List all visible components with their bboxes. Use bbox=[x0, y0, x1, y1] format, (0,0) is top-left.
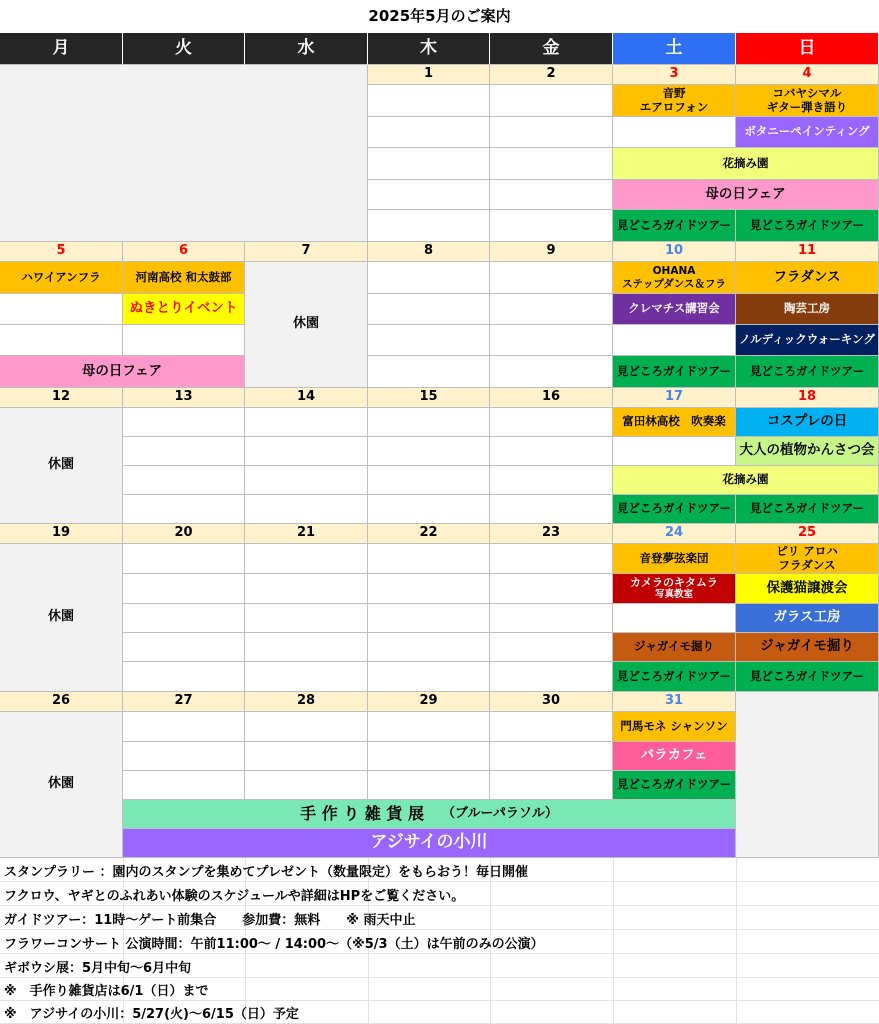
weekday-header-6: 日 bbox=[736, 33, 879, 65]
day-slot bbox=[368, 294, 490, 325]
closed-day: 休園 bbox=[0, 544, 123, 692]
weekday-header-5: 土 bbox=[613, 33, 736, 65]
date-cell: 31 bbox=[613, 692, 736, 712]
date-cell: 12 bbox=[0, 388, 123, 408]
date-cell: 5 bbox=[0, 242, 123, 262]
day-slot bbox=[368, 148, 490, 180]
day-slot bbox=[123, 495, 245, 524]
day-slot bbox=[368, 771, 490, 800]
event-subtitle: （ブルーパラソル） bbox=[442, 805, 558, 821]
event-block: 陶芸工房 bbox=[736, 294, 879, 325]
info-note: ガイドツアー：11時～ゲート前集合 参加費：無料 ※ 雨天中止 bbox=[4, 912, 416, 928]
date-cell: 29 bbox=[368, 692, 490, 712]
day-slot bbox=[490, 662, 613, 692]
event-block: OHANA ステップダンス＆フラ bbox=[613, 262, 736, 294]
day-slot bbox=[490, 495, 613, 524]
day-slot bbox=[490, 148, 613, 180]
day-slot bbox=[490, 771, 613, 800]
day-slot bbox=[123, 437, 245, 466]
event-block: 花摘み園 bbox=[613, 466, 879, 495]
day-slot bbox=[613, 117, 736, 148]
date-cell: 15 bbox=[368, 388, 490, 408]
date-cell: 14 bbox=[245, 388, 368, 408]
event-title: カメラのキタムラ bbox=[630, 575, 718, 589]
day-slot bbox=[123, 544, 245, 574]
event-block: 門馬モネ シャンソン bbox=[613, 712, 736, 742]
day-slot bbox=[490, 544, 613, 574]
day-slot bbox=[613, 437, 736, 466]
day-slot bbox=[613, 604, 736, 633]
day-slot bbox=[123, 742, 245, 771]
weekday-header-4: 金 bbox=[490, 33, 613, 65]
date-cell: 30 bbox=[490, 692, 613, 712]
day-slot bbox=[123, 712, 245, 742]
day-slot bbox=[368, 180, 490, 210]
day-slot bbox=[245, 662, 368, 692]
day-slot bbox=[490, 574, 613, 604]
date-cell: 9 bbox=[490, 242, 613, 262]
event-block: ジャガイモ掘り bbox=[736, 633, 879, 662]
day-slot bbox=[123, 325, 245, 356]
info-note: フラワーコンサート 公演時間：午前11:00～ / 14:00～（※5/3（土）は午前のみの公演） bbox=[4, 936, 544, 952]
event-block: ぬきとりイベント bbox=[123, 294, 245, 325]
day-slot bbox=[368, 742, 490, 771]
day-slot bbox=[0, 325, 123, 356]
day-slot bbox=[245, 771, 368, 800]
day-slot bbox=[368, 604, 490, 633]
day-slot bbox=[490, 604, 613, 633]
info-note: フクロウ、ヤギとのふれあい体験のスケジュールや詳細はHPをご覧ください。 bbox=[4, 888, 465, 904]
day-slot bbox=[490, 466, 613, 495]
day-slot bbox=[368, 712, 490, 742]
date-cell: 23 bbox=[490, 524, 613, 544]
empty-block bbox=[736, 692, 879, 858]
event-block: 見どころガイドツアー bbox=[613, 210, 736, 242]
day-slot bbox=[123, 408, 245, 437]
info-note: ギボウシ展：5月中旬～6月中旬 bbox=[4, 960, 192, 976]
day-slot bbox=[368, 574, 490, 604]
event-block: ガラス工房 bbox=[736, 604, 879, 633]
weekday-header-3: 木 bbox=[368, 33, 490, 65]
event-block: ハワイアンフラ bbox=[0, 262, 123, 294]
event-block: 河南高校 和太鼓部 bbox=[123, 262, 245, 294]
day-slot bbox=[245, 633, 368, 662]
event-block: バラカフェ bbox=[613, 742, 736, 771]
weekday-header-1: 火 bbox=[123, 33, 245, 65]
day-slot bbox=[123, 466, 245, 495]
info-note: スタンプラリー ：園内のスタンプを集めてプレゼント（数量限定）をもらおう！毎日開催 bbox=[4, 864, 529, 880]
date-cell: 21 bbox=[245, 524, 368, 544]
event-block: クレマチス講習会 bbox=[613, 294, 736, 325]
event-block: 母の日フェア bbox=[613, 180, 879, 210]
date-cell: 4 bbox=[736, 65, 879, 85]
day-slot bbox=[368, 356, 490, 388]
event-block: 見どころガイドツアー bbox=[613, 495, 736, 524]
date-cell: 10 bbox=[613, 242, 736, 262]
day-slot bbox=[368, 437, 490, 466]
day-slot bbox=[123, 574, 245, 604]
date-cell: 27 bbox=[123, 692, 245, 712]
day-slot bbox=[245, 466, 368, 495]
day-slot bbox=[368, 544, 490, 574]
event-block: 花摘み園 bbox=[613, 148, 879, 180]
date-cell: 6 bbox=[123, 242, 245, 262]
closed-day: 休園 bbox=[245, 262, 368, 388]
closed-day: 休園 bbox=[0, 712, 123, 858]
date-cell: 22 bbox=[368, 524, 490, 544]
date-cell: 19 bbox=[0, 524, 123, 544]
day-slot bbox=[368, 633, 490, 662]
day-slot bbox=[123, 633, 245, 662]
date-cell: 24 bbox=[613, 524, 736, 544]
event-subtitle: 写真教室 bbox=[654, 589, 693, 601]
day-slot bbox=[368, 495, 490, 524]
event-block: アジサイの小川 bbox=[123, 829, 736, 858]
event-block: 母の日フェア bbox=[0, 356, 245, 388]
event-block: コスプレの日 bbox=[736, 408, 879, 437]
day-slot bbox=[123, 771, 245, 800]
event-block: 見どころガイドツアー bbox=[736, 356, 879, 388]
date-cell: 20 bbox=[123, 524, 245, 544]
day-slot bbox=[490, 712, 613, 742]
date-cell: 25 bbox=[736, 524, 879, 544]
day-slot bbox=[0, 294, 123, 325]
day-slot bbox=[368, 117, 490, 148]
event-title: 手 作 り 雑 貨 展 bbox=[300, 803, 424, 823]
day-slot bbox=[368, 210, 490, 242]
event-block: 見どころガイドツアー bbox=[613, 771, 736, 800]
day-slot bbox=[490, 437, 613, 466]
date-cell: 1 bbox=[368, 65, 490, 85]
day-slot bbox=[368, 85, 490, 117]
date-cell: 17 bbox=[613, 388, 736, 408]
date-cell: 26 bbox=[0, 692, 123, 712]
day-slot bbox=[490, 742, 613, 771]
day-slot bbox=[490, 356, 613, 388]
event-block: 見どころガイドツアー bbox=[736, 662, 879, 692]
day-slot bbox=[490, 294, 613, 325]
day-slot bbox=[490, 262, 613, 294]
date-cell: 13 bbox=[123, 388, 245, 408]
event-block: ノルディックウォーキング bbox=[736, 325, 879, 356]
event-block: 見どころガイドツアー bbox=[736, 210, 879, 242]
event-block bbox=[613, 574, 736, 604]
day-slot bbox=[245, 574, 368, 604]
event-block: 音野 エアロフォン bbox=[613, 85, 736, 117]
event-block: 見どころガイドツアー bbox=[736, 495, 879, 524]
day-slot bbox=[490, 85, 613, 117]
date-cell: 3 bbox=[613, 65, 736, 85]
day-slot bbox=[245, 495, 368, 524]
day-slot bbox=[368, 466, 490, 495]
event-block: コバヤシマル ギター弾き語り bbox=[736, 85, 879, 117]
event-block: 保護猫譲渡会 bbox=[736, 574, 879, 604]
day-slot bbox=[613, 325, 736, 356]
day-slot bbox=[245, 437, 368, 466]
day-slot bbox=[123, 604, 245, 633]
day-slot bbox=[490, 633, 613, 662]
day-slot bbox=[490, 325, 613, 356]
event-block bbox=[123, 800, 736, 829]
date-cell: 2 bbox=[490, 65, 613, 85]
event-block: ジャガイモ掘り bbox=[613, 633, 736, 662]
day-slot bbox=[368, 662, 490, 692]
day-slot bbox=[123, 662, 245, 692]
day-slot bbox=[245, 544, 368, 574]
day-slot bbox=[245, 408, 368, 437]
empty-block bbox=[0, 65, 368, 242]
event-block: ピリ アロハ フラダンス bbox=[736, 544, 879, 574]
day-slot bbox=[245, 742, 368, 771]
event-block: ボタニーペインティング bbox=[736, 117, 879, 148]
date-cell: 11 bbox=[736, 242, 879, 262]
date-cell: 18 bbox=[736, 388, 879, 408]
day-slot bbox=[245, 712, 368, 742]
info-note: ※ 手作り雑貨店は6/1（日）まで bbox=[4, 984, 209, 999]
day-slot bbox=[490, 117, 613, 148]
day-slot bbox=[245, 604, 368, 633]
page-title: 2025年5月のご案内 bbox=[368, 6, 511, 25]
date-cell: 28 bbox=[245, 692, 368, 712]
day-slot bbox=[368, 262, 490, 294]
weekday-header-0: 月 bbox=[0, 33, 123, 65]
date-cell: 7 bbox=[245, 242, 368, 262]
closed-day: 休園 bbox=[0, 408, 123, 524]
event-block: 音登夢弦楽団 bbox=[613, 544, 736, 574]
day-slot bbox=[368, 408, 490, 437]
day-slot bbox=[490, 408, 613, 437]
date-cell: 8 bbox=[368, 242, 490, 262]
event-block: フラダンス bbox=[736, 262, 879, 294]
day-slot bbox=[490, 210, 613, 242]
info-note: ※ アジサイの小川：5/27(火)～6/15（日）予定 bbox=[4, 1007, 299, 1022]
date-cell: 16 bbox=[490, 388, 613, 408]
event-block: 富田林高校 吹奏楽 bbox=[613, 408, 736, 437]
event-block: 見どころガイドツアー bbox=[613, 356, 736, 388]
day-slot bbox=[490, 180, 613, 210]
day-slot bbox=[368, 325, 490, 356]
event-block: 大人の植物かんさつ会 bbox=[736, 437, 879, 466]
weekday-header-2: 水 bbox=[245, 33, 368, 65]
event-block: 見どころガイドツアー bbox=[613, 662, 736, 692]
